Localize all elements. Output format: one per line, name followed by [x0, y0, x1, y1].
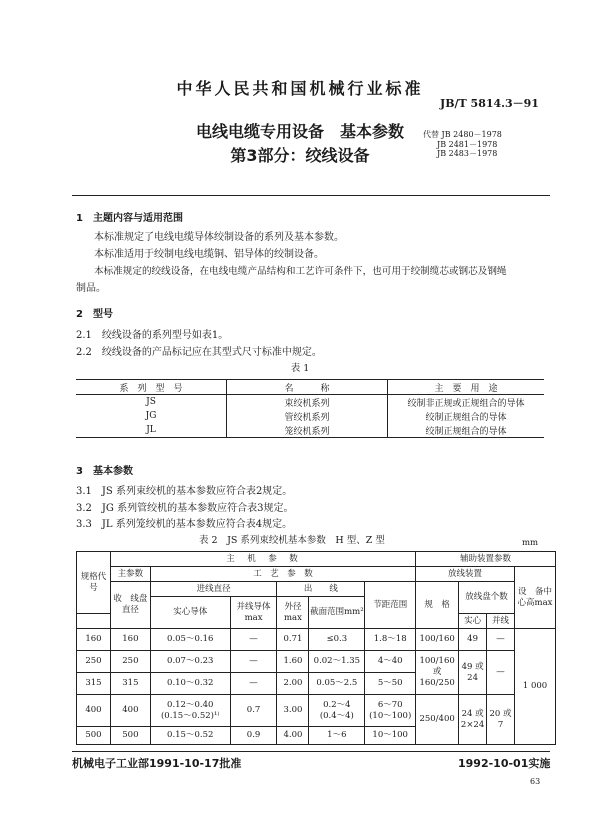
t1-cell: 绞制正规组合的导体	[388, 409, 545, 423]
s1-para-2: 本标准适用于绞制电线电缆铜、铝导体的绞制设备。	[94, 249, 324, 260]
table-2	[76, 551, 556, 745]
t2-cell: —	[230, 629, 277, 651]
t2-cell: 250	[110, 651, 150, 673]
t1-cell: 束绞机系列	[227, 395, 388, 410]
t2-cell: 0.05～2.5	[309, 673, 365, 695]
footer-rule	[72, 751, 550, 752]
t2-h-process: 工 艺 参 数	[150, 567, 415, 582]
t2-cell: 160	[77, 629, 111, 651]
s3-item-2: 3.2 JG 系列管绞机的基本参数应符合表3规定。	[76, 503, 294, 514]
t2-cell: 100/160 或160/250	[416, 651, 459, 695]
table-row	[76, 395, 544, 410]
t2-cell: 5～50	[365, 673, 416, 695]
t2-cell: 20 或7	[487, 695, 515, 745]
t2-cell: 315	[110, 673, 150, 695]
t2-cell: 1.8～18	[365, 629, 416, 651]
t1-cell: JL	[76, 423, 227, 438]
t2-h-od: 外径max	[277, 597, 309, 629]
t2-cell: 0.7	[230, 695, 277, 727]
t2-cell: 49 或24	[459, 651, 487, 695]
s1-para-3a: 本标准规定的绞线设备，在电线电缆产品结构和工艺许可条件下，也可用于绞制缆芯或钢芯及钢绳	[94, 266, 507, 277]
t2-h-solid2: 实心	[459, 614, 487, 629]
header-rule	[72, 195, 550, 196]
table1-caption: 表 1	[290, 363, 310, 374]
t2-cell-line: 6～70	[377, 699, 403, 710]
t2-h-aux: 辅助装置参数	[416, 552, 556, 567]
s2-item-2: 2.2 绞线设备的产品标记应在其型式尺寸标准中规定。	[76, 347, 322, 358]
t2-cell: 500	[77, 727, 111, 745]
t2-cell: —	[230, 673, 277, 695]
s3-item-3: 3.3 JL 系列笼绞机的基本参数应符合表4规定。	[76, 519, 293, 530]
t2-cell: 2.00	[277, 673, 309, 695]
t2-cell: 400	[110, 695, 150, 727]
t2-cell-line: 0.2～4	[323, 699, 351, 710]
t2-cell: —	[230, 651, 277, 673]
t2-cell: 1.60	[277, 651, 309, 673]
title-line-2: 第3部分：绞线设备	[230, 146, 370, 165]
t1-cell: 绞制非正规或正规组合的导体	[388, 395, 545, 410]
table-row	[77, 651, 556, 673]
t2-cell: 400	[77, 695, 111, 727]
t2-h-cross: 截面范围mm²	[309, 597, 365, 629]
t2-cell: 10～100	[365, 727, 416, 745]
t2-h-out: 出 线	[277, 582, 365, 597]
t1-cell: 管绞机系列	[227, 409, 388, 423]
t2-cell: 0.07～0.23	[150, 651, 230, 673]
t2-cell-line: (0.4～4)	[319, 710, 354, 721]
standard-number: JB/T 5814.3－91	[440, 97, 539, 110]
t1-cell: JS	[146, 397, 156, 407]
table2-caption: 表 2 JS 系列束绞机基本参数 H 型、Z 型	[199, 535, 385, 546]
t2-h-pitch: 节距范围	[365, 582, 416, 629]
t2-cell: 4.00	[277, 727, 309, 745]
t2-cell: ≤0.3	[309, 629, 365, 651]
t2-cell: 24 或2×24	[459, 695, 487, 745]
s2-item-1: 2.1 绞线设备的系列型号如表1。	[76, 330, 229, 341]
replaces-note	[423, 130, 502, 159]
t2-h-code: 规格代号	[77, 552, 111, 614]
t2-cell-line: (10～100)	[369, 710, 412, 721]
t1-cell: JG	[145, 411, 157, 421]
t2-cell: 250	[77, 651, 111, 673]
table-row	[76, 409, 544, 423]
t2-cell: 0.05～0.16	[150, 629, 230, 651]
t2-cell: 160	[110, 629, 150, 651]
t2-h-paydevice: 放线装置	[416, 567, 515, 582]
t2-h-parallel: 并线导体max	[230, 597, 277, 629]
table2-unit: mm	[522, 538, 539, 548]
table-row	[77, 629, 556, 651]
table-1	[76, 379, 544, 438]
t2-h-solid: 实心导体	[150, 597, 230, 629]
t2-cell: 0.71	[277, 629, 309, 651]
t2-cell: 4～40	[365, 651, 416, 673]
replaces-2: JB 2481－1978	[437, 139, 498, 149]
section-3-heading: 3 基本参数	[76, 466, 133, 477]
t2-cell-height: 1 000	[515, 629, 556, 745]
t2-h-count: 放线盘个数	[459, 582, 515, 614]
t2-h-india: 进线直径	[150, 582, 277, 597]
t2-cell: 100/160	[416, 629, 459, 651]
t2-cell: 0.15～0.52	[150, 727, 230, 745]
section-2-heading: 2 型号	[76, 309, 113, 320]
t1-header-use: 主 要 用 途	[388, 380, 545, 395]
implementation-date: 1992-10-01实施	[458, 757, 551, 770]
t2-cell: 500	[110, 727, 150, 745]
t2-cell: 0.10～0.32	[150, 673, 230, 695]
t1-cell: 笼绞机系列	[227, 423, 388, 438]
page-number: 63	[530, 777, 541, 786]
s1-para-1: 本标准规定了电线电缆导体绞制设备的系列及基本参数。	[94, 232, 344, 243]
t2-h-code-cont	[77, 614, 111, 629]
t2-cell: —	[487, 629, 515, 651]
t2-h-height: 设 备中心高max	[515, 567, 556, 629]
t2-cell	[365, 695, 416, 727]
t2-cell	[309, 695, 365, 727]
t2-h-paydia: 收 线盘直径	[110, 582, 150, 629]
t2-cell-line: (0.15～0.52)¹⁾	[160, 710, 220, 721]
section-1-heading: 1 主题内容与适用范围	[76, 213, 183, 224]
s3-item-1: 3.1 JS 系列束绞机的基本参数应符合表2规定。	[76, 486, 293, 497]
t2-cell: 315	[77, 673, 111, 695]
table-row	[76, 423, 544, 438]
replaces-3: JB 2483－1978	[437, 149, 498, 158]
ministry-header: 中华人民共和国机械行业标准	[176, 79, 424, 98]
t2-cell-line: 0.12～0.40	[167, 699, 214, 710]
t2-cell: 0.9	[230, 727, 277, 745]
t1-header-code: 系 列 型 号	[76, 380, 227, 395]
t2-cell: 1～6	[309, 727, 365, 745]
t1-header-name: 名 称	[227, 380, 388, 395]
t2-h-parallel2: 并线	[487, 614, 515, 629]
t2-cell	[150, 695, 230, 727]
s1-para-3b: 制品。	[76, 283, 106, 294]
t2-cell: 49	[459, 629, 487, 651]
t2-h-spec: 规 格	[416, 582, 459, 629]
t2-cell: 0.02～1.35	[309, 651, 365, 673]
table-row	[77, 695, 556, 727]
title-line-1: 电线电缆专用设备 基本参数	[195, 122, 404, 141]
t1-cell: 绞制正规组合的导体	[388, 423, 545, 438]
t2-cell: 250/400	[416, 695, 459, 745]
t2-h-mainparam: 主参数	[110, 567, 150, 582]
t2-cell: —	[487, 651, 515, 695]
t2-h-main: 主 机 参 数	[110, 552, 415, 567]
t2-cell: 3.00	[277, 695, 309, 727]
replaces-1: 代替 JB 2480－1978	[423, 130, 502, 139]
approval-note: 机械电子工业部1991-10-17批准	[72, 757, 242, 770]
